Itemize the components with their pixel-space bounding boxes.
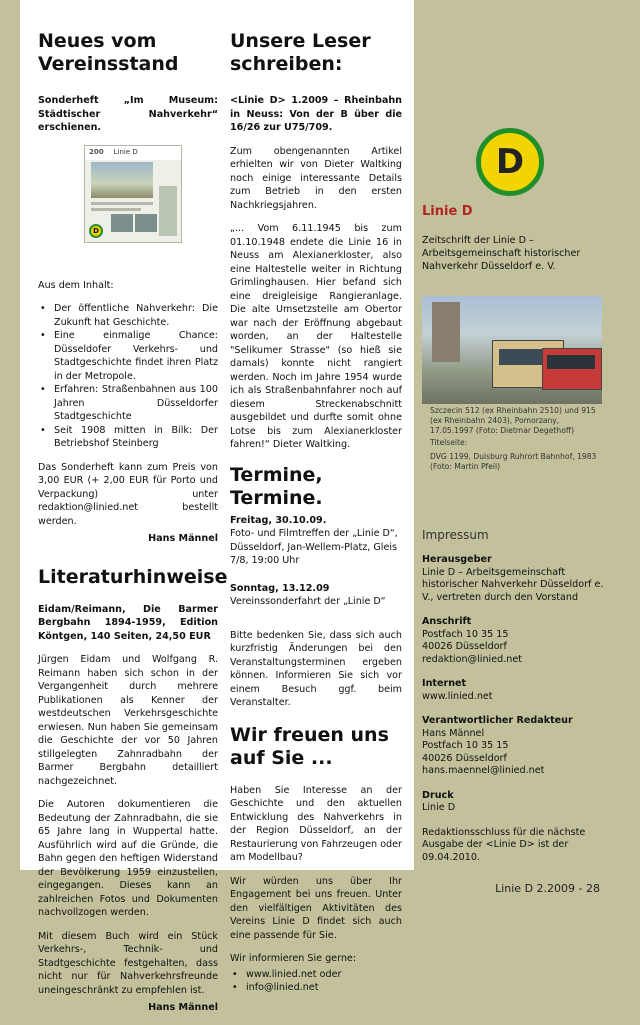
tram-photo xyxy=(422,296,602,404)
termin-1: Freitag, 30.10.09. Foto- und Filmtreffen der „Linie D“, Düsseldorf, Jan-Wellem-Platz, Gleis 7/8, 19:00 Uhr xyxy=(230,514,398,566)
paragraph: Wir würden uns über Ihr Engagement bei uns freuen. Unter den vielfältigen Aktivitäten des Vereins Linie D findet sich auch eine passende für Sie. xyxy=(230,875,402,941)
email-link[interactable]: • info@linied.net xyxy=(230,981,402,995)
contact-links-list xyxy=(230,968,402,995)
impressum-section-title: Verantwortlicher Redakteur xyxy=(422,715,573,726)
paragraph: Bitte bedenken Sie, dass sich auch kurzfristig Änderungen bei den Veranstaltungsterminen ergeben können. Informieren Sie sich vor einem Besuch ggf. beim Veranstalter. xyxy=(230,629,402,708)
list-item: • Eine einmalige Chance: Düsseldofer Verkehrs- und Stadtgeschichte findet ihren Platz in der Metropole. xyxy=(38,329,218,383)
impressum-section-title: Internet xyxy=(422,678,467,689)
impressum-section-text: Linie D xyxy=(422,802,456,813)
inhalt-list xyxy=(38,302,218,451)
list-item: • Erfahren: Straßenbahnen aus 100 Jahren Düsseldorfer Stadtgeschichte xyxy=(38,383,218,424)
heading-vereinsstand: Neues vom Vereinsstand xyxy=(38,30,179,75)
lead-sonderheft: Sonderheft „Im Museum: Städtischer Nahverkehr“ erschienen. xyxy=(38,95,218,133)
impressum-section-title: Herausgeber xyxy=(422,554,492,565)
inhalt-title: Aus dem Inhalt: xyxy=(38,279,114,291)
cover-caption-title: Titelseite: xyxy=(430,438,468,447)
cover-caption: DVG 1199, Duisburg Ruhrort Bahnhof, 1983 (Foto: Martin Pfeil) xyxy=(430,452,597,471)
left-column xyxy=(38,30,228,1025)
impressum-section-text: Linie D – Arbeitsgemeinschaft historischer Nahverkehr Düsseldorf e. V., vertreten durch den Vorstand xyxy=(422,566,604,603)
list-item: • Seit 1908 mitten in Bilk: Der Betriebshof Steinberg xyxy=(38,424,218,451)
impressum-block xyxy=(422,554,608,876)
paragraph: Wir informieren Sie gerne: xyxy=(230,953,357,964)
heading-wir-freuen-uns: Wir freuen uns auf Sie ... xyxy=(230,723,389,769)
email-link[interactable]: redaktion@linied.net xyxy=(422,653,522,665)
impressum-section-title: Anschrift xyxy=(422,616,472,627)
impressum-section-title: Druck xyxy=(422,789,454,801)
linie-d-logo: D xyxy=(476,128,544,196)
middle-column xyxy=(230,30,402,1005)
brand-subtitle: Zeitschrift der Linie D – Arbeitsgemeinschaft historischer Nahverkehr Düsseldorf e. V. xyxy=(422,235,581,272)
redaktionsschluss-text: Redaktionsschluss für die nächste Ausgabe der <Linie D> ist der 09.04.2010. xyxy=(422,826,586,863)
cover-linie-d-logo: D xyxy=(89,224,103,238)
paragraph: Die Autoren dokumentieren die Bedeutung der Zahnradbahn, die sie 65 Jahre lang in Wuppertal hatte. Ausführlich wird auf die Gründe, die Bahn gegen den heftigen Widerstand der Bevölkerung 1959 einzustellen, eingegangen. Dieses kann an zahlreichen Fotos und Dokumenten nachvollzogen werden. xyxy=(38,799,218,918)
lead-rheinbahn-neuss: <Linie D> 1.2009 – Rheinbahn in Neuss: Von der B über die 16/26 zur U75/709. xyxy=(230,95,402,133)
page-footer: Linie D 2.2009 - 28 xyxy=(495,882,600,895)
impressum-section-text: Hans Männel Postfach 10 35 15 40026 Düsseldorf hans.maennel@linied.net xyxy=(422,728,608,778)
paragraph: „... Vom 6.11.1945 bis zum 01.10.1948 endete die Linie 16 in Neuss am Alexianerkloster, also eine Haltestelle weiter in Richtung Grimlinghausen. Hier befand sich eine dreigleisige Rangieranlage. Die alte Umsetzstelle am Obertor war nach der Eröffnung abgebaut worden, an der Haltestelle "Selikumer Strasse" (so hieß sie damals) konnte nicht rangiert werden. Noch im Jahre 1954 wurde ich als Straßenbahnfahrer noch auf diesem Streckenabschnitt ausgebildet und durfte somit ohne Lotse bis zum Alexianerkloster fahren!“ Dieter Waltking. xyxy=(230,223,402,450)
email-link[interactable]: hans.maennel@linied.net xyxy=(422,765,545,776)
heading-literaturhinweise: Literaturhinweise xyxy=(38,565,228,588)
impressum-heading: Impressum xyxy=(422,528,489,542)
list-item: • Der öffentliche Nahverkehr: Die Zukunft hat Geschichte. xyxy=(38,302,218,329)
price-text: Das Sonderheft kann zum Preis von 3,00 EUR (+ 2,00 EUR für Porto und Verpackung) unter redaktion@linied.net bestellt werden. xyxy=(38,461,218,527)
heading-termine: Termine, Termine. xyxy=(230,463,323,509)
paragraph: Haben Sie Interesse an der Geschichte und den aktuellen Entwicklung des Nahverkehrs in der Region Düsseldorf, an der Restaurierung von Fahrzeugen oder am Modellbau? xyxy=(230,784,402,863)
website-link[interactable]: • www.linied.net oder xyxy=(230,968,402,982)
photo-caption: Szczecin 512 (ex Rheinbahn 2510) und 915 (ex Rheinbahn 2403), Pomorzany, 17.05.1997 (Foto: Dietmar Degethoff) xyxy=(430,406,596,435)
paragraph: Jürgen Eidam und Wolfgang R. Reimann haben sich schon in der Vergangenheit durch mehrere Publikationen als Kenner der westdeutschen Verkehrsgeschichte erwiesen. Nun haben Sie gemeinsam die Geschichte der vor 50 Jahren stillgelegten Zahnradbahn der Barmer Bergbahn detailliert nachgezeichnet. xyxy=(38,654,218,787)
termin-2: Sonntag, 13.12.09 Vereinssonderfahrt der „Linie D“ xyxy=(230,582,386,607)
brand-title: Linie D xyxy=(422,204,473,219)
cover-photo xyxy=(91,162,153,198)
website-link[interactable]: www.linied.net xyxy=(422,690,493,702)
book-reference: Eidam/Reimann, Die Barmer Bergbahn 1894-1959, Edition Köntgen, 140 Seiten, 24,50 EUR xyxy=(38,603,218,642)
sonderheft-cover-thumbnail xyxy=(84,145,182,243)
paragraph: Zum obengenannten Artikel erhielten wir von Dieter Waltking noch einige interessante Details zum Betrieb in den ersten Nachkriegsjahren. xyxy=(230,145,402,211)
paragraph: Mit diesem Buch wird ein Stück Verkehrs-, Technik- und Stadtgeschichte festgehalten, dass nicht nur für Nahverkehrsfreunde uneingeschränkt zu empfehlen ist. xyxy=(38,930,218,996)
heading-leser-schreiben: Unsere Leser schreiben: xyxy=(230,30,371,75)
tram-vehicle xyxy=(542,348,602,390)
signature: Hans Männel xyxy=(148,1002,218,1013)
cover-header: 200 Linie D xyxy=(85,146,181,160)
signature: Hans Männel xyxy=(148,533,218,544)
impressum-section-text: Postfach 10 35 15 40026 Düsseldorf redaktion@linied.net xyxy=(422,629,608,667)
